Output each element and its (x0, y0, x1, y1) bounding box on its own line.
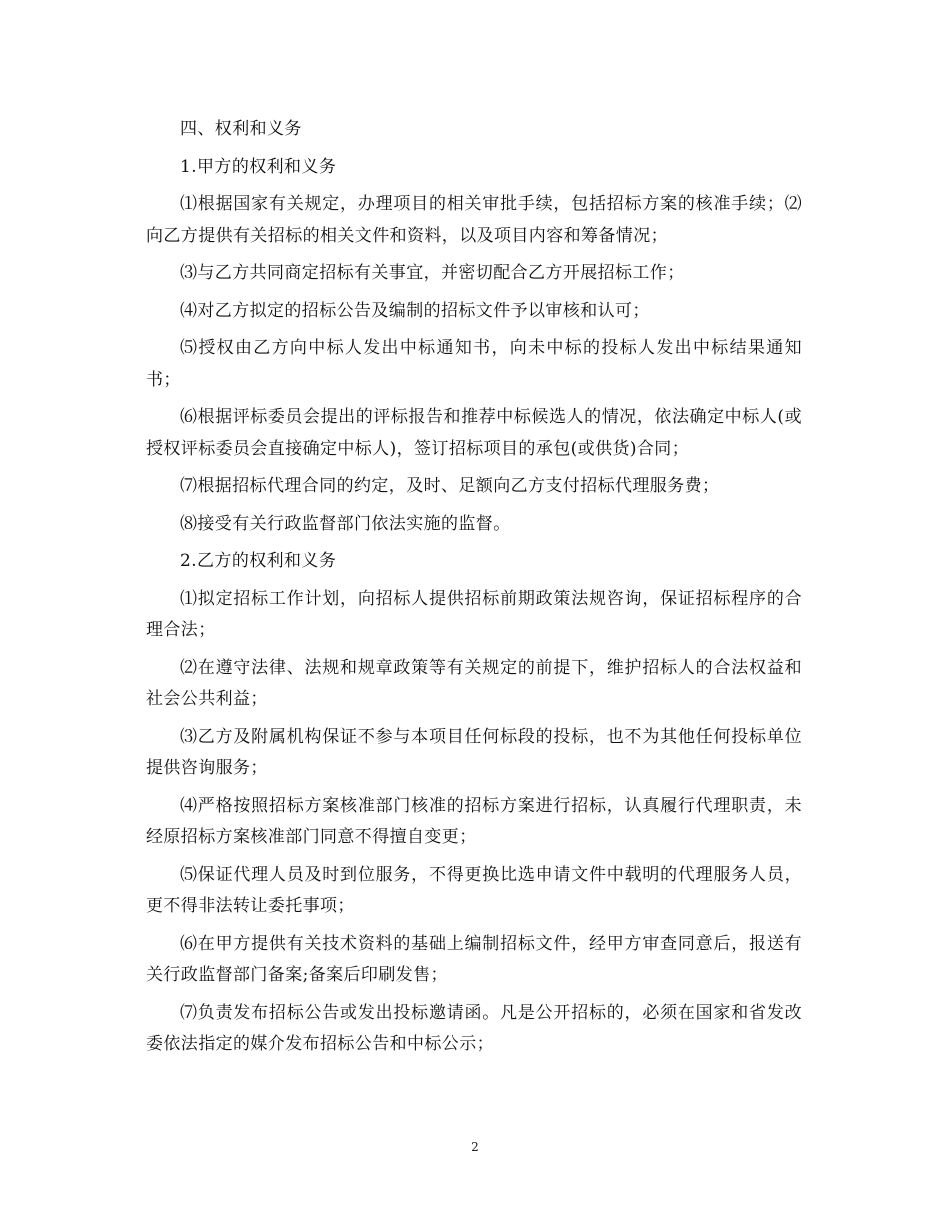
party-b-item-4: ⑷严格按照招标方案核准部门核准的招标方案进行招标，认真履行代理职责，未经原招标方案核准部门同意不得擅自变更； (146, 795, 802, 847)
party-a-item-8: ⑻接受有关行政监督部门依法实施的监督。 (180, 513, 511, 534)
party-a-heading: 1.甲方的权利和义务 (180, 156, 337, 177)
party-b-item-2: ⑵在遵守法律、法规和规章政策等有关规定的前提下，维护招标人的合法权益和社会公共利益； (146, 657, 802, 709)
party-b-heading: 2.乙方的权利和义务 (180, 551, 337, 571)
party-a-item-7: ⑺根据招标代理合同的约定，及时、足额向乙方支付招标代理服务费； (180, 476, 720, 496)
party-a-item-6: ⑹根据评标委员会提出的评标报告和推荐中标候选人的情况，依法确定中标人(或授权评标委员会直接确定中标人)，签订招标项目的承包(或供货)合同； (146, 407, 802, 459)
section-title: 四、权利和义务 (180, 119, 302, 139)
party-b-item-5: ⑸保证代理人员及时到位服务，不得更换比选申请文件中载明的代理服务人员，更不得非法转让委托事项； (146, 864, 802, 916)
party-b-item-1: ⑴拟定招标工作计划，向招标人提供招标前期政策法规咨询，保证招标程序的合理合法； (146, 588, 802, 640)
document-body (146, 114, 802, 1067)
party-b-item-7: ⑺负责发布招标公告或发出投标邀请函。凡是公开招标的，必须在国家和省发改委依法指定的媒介发布招标公告和中标公示； (146, 1002, 802, 1054)
party-b-item-3: ⑶乙方及附属机构保证不参与本项目任何标段的投标，也不为其他任何投标单位提供咨询服务； (146, 726, 802, 778)
party-a-item-3: ⑶与乙方共同商定招标有关事宜，并密切配合乙方开展招标工作； (180, 263, 685, 283)
party-a-item-4: ⑷对乙方拟定的招标公告及编制的招标文件予以审核和认可； (180, 300, 650, 321)
party-b-item-6: ⑹在甲方提供有关技术资料的基础上编制招标文件，经甲方审查同意后，报送有关行政监督部门备案;备案后印刷发售； (146, 933, 802, 985)
party-a-item-1: ⑴根据国家有关规定，办理项目的相关审批手续，包括招标方案的核准手续；⑵ 向乙方提供有关招标的相关文件和资料，以及项目内容和筹备情况； (146, 194, 802, 246)
party-a-item-5: ⑸授权由乙方向中标人发出中标通知书，向未中标的投标人发出中标结果通知书； (146, 338, 802, 390)
page-number: 2 (471, 1140, 479, 1154)
